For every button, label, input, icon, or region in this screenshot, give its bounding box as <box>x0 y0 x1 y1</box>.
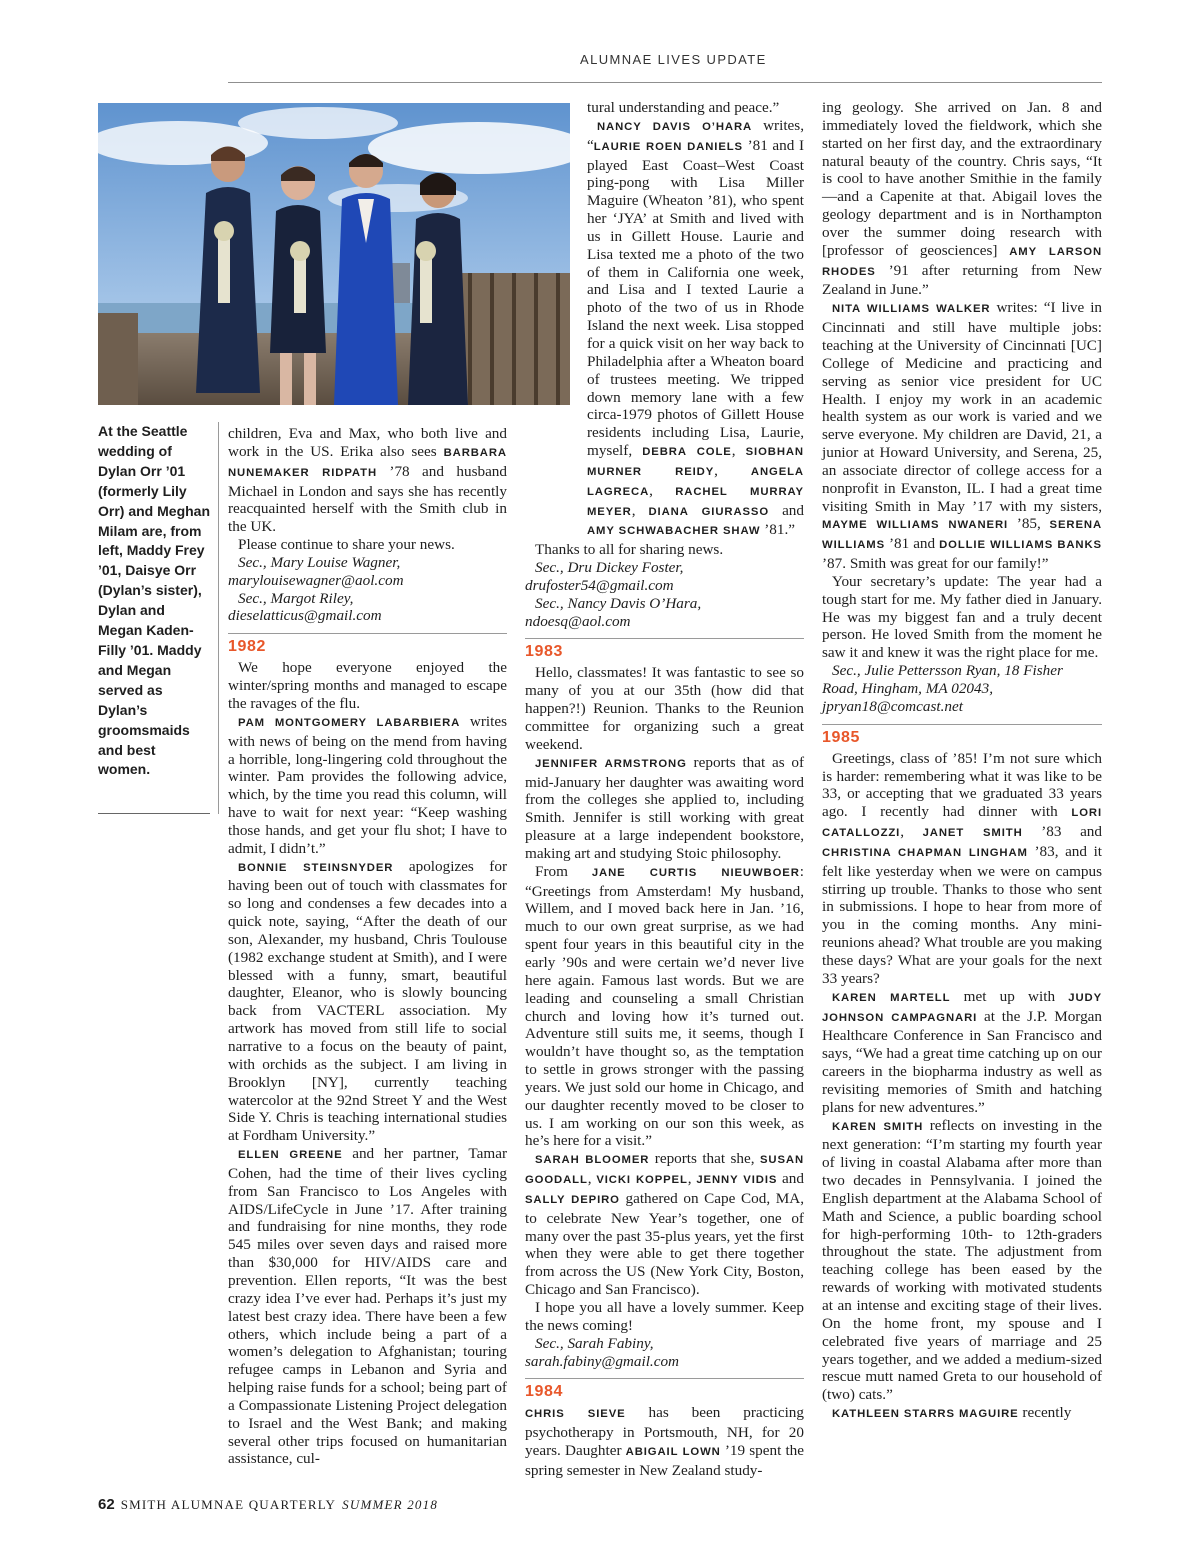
page-number: 62 <box>98 1496 115 1513</box>
page-footer <box>98 1496 438 1513</box>
secretary-name: Sec., Nancy Davis O’Hara, <box>535 594 702 612</box>
class-year-heading: 1983 <box>525 638 804 661</box>
paragraph: JENNIFER ARMSTRONG reports that as of mid-January her daughter was awaiting word from the colleges she applied to, including Smith. Jennifer is still working with great pleasure at a large independent bookstore, making art and studying Stoic philosophy. <box>525 753 805 862</box>
paragraph: tural understanding and peace.” <box>587 99 780 116</box>
alumna-name: KAREN SMITH <box>832 1120 924 1133</box>
caption-divider <box>218 422 219 814</box>
alumna-name: JANE CURTIS NIEUWBOER <box>591 866 800 879</box>
alumna-name: NITA WILLIAMS WALKER <box>832 303 991 316</box>
class-year-heading: 1982 <box>228 633 507 656</box>
paragraph: Please continue to share your news. <box>238 536 455 554</box>
alumna-name: SARAH BLOOMER <box>535 1154 650 1167</box>
caption-rule <box>98 813 210 814</box>
secretary-email: ndoesq@aol.com <box>525 612 631 630</box>
alumna-name: CHRISTINA CHAPMAN LINGHAM <box>822 846 1028 859</box>
paragraph: Greetings, class of ’85! I’m not sure which is harder: remembering what it was like to be 33, or accepting that we graduated 33 years ago. I recently had dinner with LORI CATALLOZZI, JANET SMITH ’83 and CHRISTINA CHAPMAN LINGHAM ’83, and it felt like yesterday when we were on campus stirring up trouble. Thanks to those who sent in submissions. I hope to hear from more of you in the coming months. Any mini-reunions ahead? What trouble are you making these days? What are your goals for the next 33 years? <box>822 749 1103 987</box>
secretary-name: Sec., Sarah Fabiny, <box>535 1334 654 1352</box>
paragraph: CHRIS SIEVE has been practicing psychotherapy in Portsmouth, NH, for 20 years. Daughter ABIGAIL LOWN ’19 spent the spring semester in New Zealand study- <box>525 1404 805 1479</box>
alumna-name: BONNIE STEINSNYDER <box>238 861 394 874</box>
alumna-name: JENNIFER ARMSTRONG <box>535 757 687 770</box>
paragraph: Your secretary’s update: The year had a tough start for me. My father died in January. He was my biggest fan and a truly decent person. He loved Smith from the moment he saw it and knew it was the right place for me. <box>822 572 1102 662</box>
paragraph: From JANE CURTIS NIEUWBOER: “Greetings from Amsterdam! My husband, Willem, and I moved back here in Jan. ’16, much to our own great surprise, as we had spent four years in this beautiful city in the early ’90s and were certain we’d never live here again. Famous last words. But we are leading and counseling a small Christian church and loving how it’s turned out. Adventure still suits me, it seems, though I wouldn’t have thought so, as the temptation to settle in grows stronger with the passing years. We just sold our home in Chicago, and our daughter recently moved to be closer to us. I am working on our son this week, as he’s here for a visit.” <box>525 862 805 1150</box>
header-rule <box>228 82 1102 83</box>
secretary-email: dieselatticus@gmail.com <box>228 607 382 625</box>
column-2 <box>525 99 804 1480</box>
alumna-name: AMY SCHWABACHER SHAW <box>587 525 761 538</box>
class-year-heading: 1984 <box>525 1378 804 1401</box>
paragraph: SARAH BLOOMER reports that she, SUSAN GOODALL, VICKI KOPPEL, JENNY VIDIS and SALLY DEPIRO gathered on Cape Cod, MA, to celebrate New Year’s together, one of many over the past 35-plus years, yet the first when they were able to get there together from across the US (New York City, Boston, Chicago and San Francisco). <box>525 1150 805 1299</box>
alumna-name: DEBRA COLE <box>642 446 732 459</box>
alumna-name: SALLY DEPIRO <box>525 1193 620 1206</box>
alumna-name: NANCY DAVIS O’HARA <box>597 120 753 133</box>
alumna-name: RACHEL MURRAY MEYER <box>587 485 804 518</box>
secretary-name: Sec., Mary Louise Wagner, <box>238 553 401 571</box>
paragraph: PAM MONTGOMERY LABARBIERA writes with news of being on the mend from having a horrible, long-lingering cold throughout the winter. Pam provides the following advice, which, by the time you read this column, will have to wait for next year: “Keep washing those hands, and get your flu shot; I have to admit, I didn’t.” <box>228 712 508 857</box>
secretary-email: drufoster54@gmail.com <box>525 576 674 594</box>
alumna-name: ABIGAIL LOWN <box>625 1446 721 1459</box>
alumna-name: PAM MONTGOMERY LABARBIERA <box>238 716 461 729</box>
alumna-name: KATHLEEN STARRS MAGUIRE <box>832 1408 1019 1421</box>
alumna-name: BARBARA NUNEMAKER RIDPATH <box>228 446 507 479</box>
section-header: ALUMNAE LIVES UPDATE <box>580 52 767 67</box>
alumna-name: JUDY JOHNSON CAMPAGNARI <box>822 991 1103 1024</box>
alumna-name: JENNY VIDIS <box>696 1174 778 1187</box>
paragraph: NANCY DAVIS O’HARA writes, “LAURIE ROEN DANIELS ’81 and I played East Coast–West Coast ping-pong with Lisa Miller Maguire (Wheaton ’81), who spent her ‘JYA’ at Smith and lived with us in Gillett House. Laurie and Lisa texted me a photo of the two of them in California one week, and Lisa and I texted Laurie a photo of the two of us in Rhode Island the next week. Lisa stopped for a quick visit on her way back to Philadelphia after a Wheaton board of trustees meeting. We tripped down memory lane with a few circa-1979 photos of Gillett House residents including Lisa, Laurie, myself, DEBRA COLE, SIOBHAN MURNER REIDY, ANGELA LAGRECA, RACHEL MURRAY MEYER, DIANA GIURASSO and AMY SCHWABACHER SHAW ’81.” <box>587 116 805 539</box>
paragraph: Thanks to all for sharing news. <box>535 541 724 559</box>
alumna-name: SIOBHAN MURNER REIDY <box>587 446 804 478</box>
alumna-name: DOLLIE WILLIAMS BANKS <box>939 539 1102 552</box>
alumna-name: DIANA GIURASSO <box>648 505 770 518</box>
paragraph: ing geology. She arrived on Jan. 8 and immediately loved the fieldwork, which she started on her first day, and the extraordinary natural beauty of the country. Chris says, “It is cool to have another Smithie in the family—and a Capenite at that. Abigail loves the geology department and is in Northampton over the summer doing research with [professor of geosciences] AMY LARSON RHODES ’91 after returning from New Zealand in June.” <box>822 99 1103 299</box>
paragraph: NITA WILLIAMS WALKER writes: “I live in Cincinnati and still have multiple jobs: teaching at the University of Cincinnati [UC] College of Medicine and practicing and serving as senior vice president for UC Health. I enjoy my work in an academic health system as our work is varied and we serve everyone. My children are David, 21, a junior at Howard University, and Serena, 25, an associate director of college access for a nonprofit in Evanston, IL. I had a great time visiting Smith in May ’17 with my sisters, MAYME WILLIAMS NWANERI ’85, SERENA WILLIAMS ’81 and DOLLIE WILLIAMS BANKS ’87. Smith was great for our family!” <box>822 299 1103 573</box>
secretary-email: sarah.fabiny@gmail.com <box>525 1352 680 1370</box>
wedding-photo <box>98 103 570 405</box>
publication-name: SMITH ALUMNAE QUARTERLY <box>120 1497 337 1512</box>
paragraph: ELLEN GREENE and her partner, Tamar Cohen, had the time of their lives cycling from San Francisco to Los Angeles with AIDS/LifeCycle in June ’17. After training and fundraising for nine months, they rode 545 miles over seven days and raised more than $30,000 for HIV/AIDS care and prevention. Ellen reports, “It was the best crazy idea I’ve ever had. Perhaps it’s just my latest best crazy idea. There have been a few others, which include being a part of a women’s delegation to Afghanistan; touring refugee camps in Lebanon and Syria and helping raise funds for a school; being part of a Compassionate Listening Project delegation to Israel and the West Bank; and making several other trips focused on humanitarian assistance, cul- <box>228 1145 508 1468</box>
alumna-name: AMY LARSON RHODES <box>822 245 1102 278</box>
class-year-heading: 1985 <box>822 724 1102 747</box>
secretary-name: Sec., Dru Dickey Foster, <box>535 559 684 577</box>
paragraph: KAREN MARTELL met up with JUDY JOHNSON CAMPAGNARI at the J.P. Morgan Healthcare Conference in San Francisco and says, “We had a great time catching up on our careers in the biopharma industry as well as revisiting memories of Smith and hatching plans for new adventures.” <box>822 987 1103 1116</box>
issue-name: SUMMER 2018 <box>342 1497 439 1512</box>
secretary-name: Sec., Margot Riley, <box>238 589 354 607</box>
secretary-email: jpryan18@comcast.net <box>822 697 963 715</box>
alumna-name: ELLEN GREENE <box>238 1149 343 1162</box>
photo-caption: At the Seattle wedding of Dylan Orr ’01 (formerly Lily Orr) and Meghan Milam are, from left, Maddy Frey ’01, Daisye Orr (Dylan’s sister), Dylan and Megan Kaden-Filly ’01. Maddy and Megan served as Dylan’s groomsmaids and best women. <box>98 423 211 778</box>
secretary-email: marylouisewagner@aol.com <box>228 571 404 589</box>
paragraph: I hope you all have a lovely summer. Keep the news coming! <box>525 1299 804 1334</box>
alumna-name: KAREN MARTELL <box>832 991 951 1004</box>
wedding-photo-image <box>98 103 570 405</box>
paragraph: children, Eva and Max, who both live and work in the US. Erika also sees BARBARA NUNEMAKER RIDPATH ’78 and husband Michael in London and says she has recently reacquainted herself with the Smith club in the UK. <box>228 425 507 536</box>
alumna-name: VICKI KOPPEL <box>596 1174 688 1187</box>
secretary-name: Sec., Julie Pettersson Ryan, 18 Fisher Road, Hingham, MA 02043, <box>822 662 1063 697</box>
paragraph: BONNIE STEINSNYDER apologizes for having been out of touch with classmates for so long and condenses a few decades into a quick note, saying, “After the death of our son, Alexander, my husband, Chris Toulouse (1982 exchange student at Smith), and I were blessed with a funny, smart, beautiful daughter, Eleanor, who is slowly bouncing back from VACTERL association. My artwork has moved from still life to social narrative to a focus on the beauty of paint, with orchids as the subject. I am living in Brooklyn [NY], currently teaching watercolor at the 92nd Street Y and the West Side Y. Chris is teaching international studies at Fordham University.” <box>228 857 508 1145</box>
alumna-name: SERENA WILLIAMS <box>822 519 1103 552</box>
paragraph: KAREN SMITH reflects on investing in the next generation: “I’m starting my fourth year of living in coastal Alabama after more than two decades in Pennsylvania. I joined the English department at the Alabama School of Math and Science, a public boarding school for high-performing 10th- to 12th-graders throughout the state. The adjustment from teaching college has been eased by the rewards of working with motivated students at an intense and exciting stage of their lives. On the home front, my spouse and I celebrated five years of marriage and 25 years together, and we added a medium-sized rescue mutt named Greta to our household of (two) cats.” <box>822 1116 1102 1404</box>
alumna-name: LAURIE ROEN DANIELS <box>593 140 743 153</box>
paragraph: Hello, classmates! It was fantastic to see so many of you at our 35th (how did that happen?!) Reunion. Thanks to the Reunion committee for organizing such a great weekend. <box>525 664 804 753</box>
column-3 <box>822 99 1102 1424</box>
alumna-name: JANET SMITH <box>922 827 1023 840</box>
alumna-name: MAYME WILLIAMS NWANERI <box>822 519 1009 532</box>
paragraph: We hope everyone enjoyed the winter/spring months and managed to escape the ravages of the flu. <box>228 659 507 712</box>
alumna-name: CHRIS SIEVE <box>525 1408 626 1421</box>
paragraph: KATHLEEN STARRS MAGUIRE recently <box>832 1404 1072 1422</box>
alumna-name: LORI CATALLOZZI <box>822 807 1103 840</box>
column-1 <box>228 425 507 1468</box>
alumna-name: SUSAN GOODALL <box>525 1154 805 1187</box>
alumna-name: ANGELA LAGRECA <box>587 465 804 498</box>
